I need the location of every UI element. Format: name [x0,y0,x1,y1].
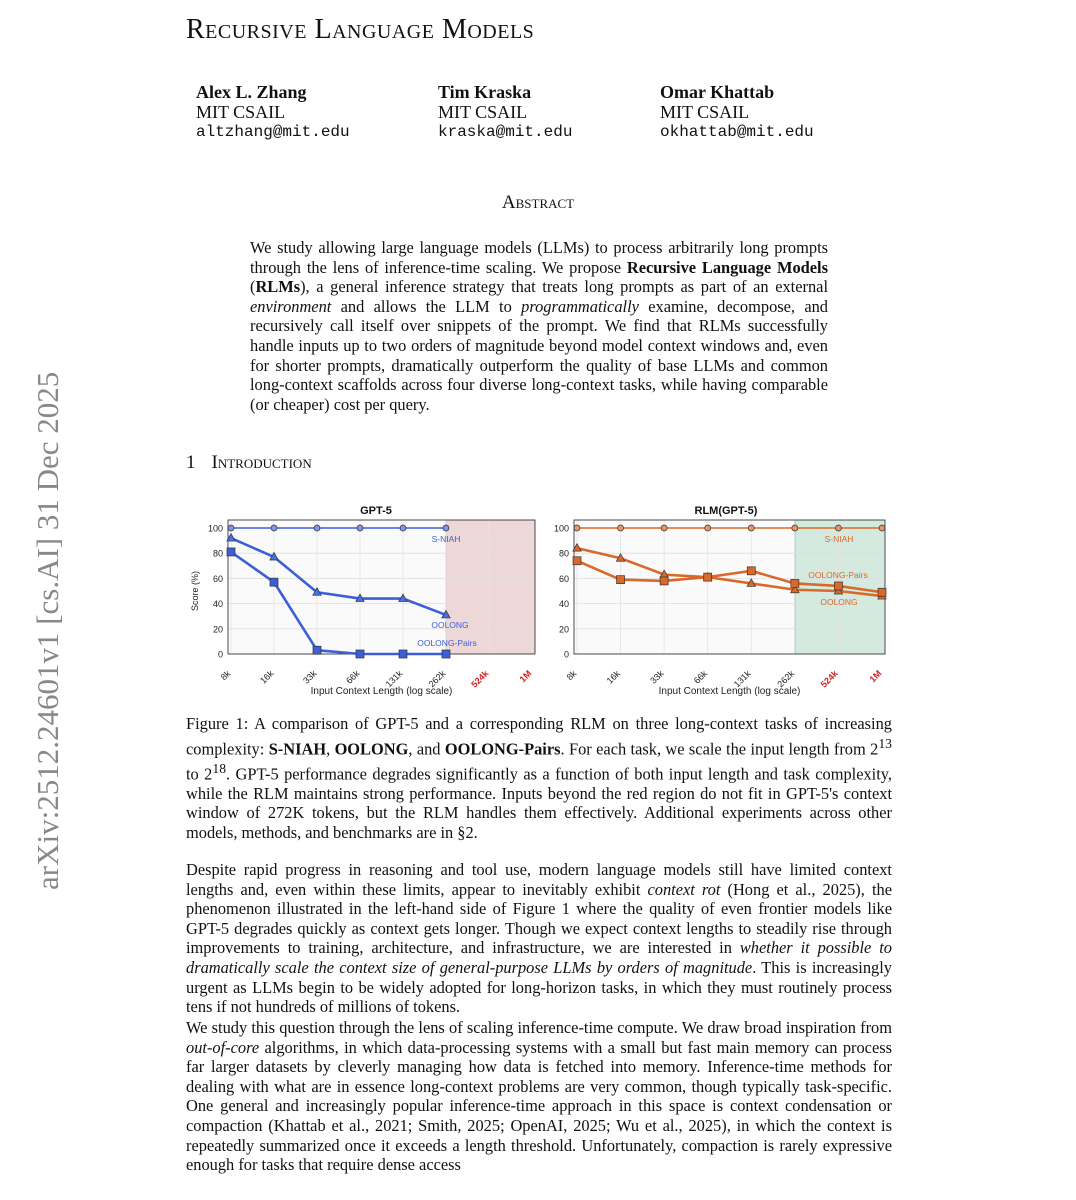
chart-panel-2 [554,505,886,697]
data-point [442,650,450,658]
data-point [705,525,711,531]
data-point [791,579,799,587]
x-tick-label: 8k [564,668,579,683]
series-label: OOLONG-Pairs [808,570,868,580]
x-axis-label: Input Context Length (log scale) [310,686,453,697]
y-tick-label: 60 [212,573,223,584]
data-point [834,582,842,590]
x-tick-label: 1M [517,668,534,685]
data-point [792,525,798,531]
data-point [617,576,625,584]
chart-title: RLM(GPT-5) [694,505,758,517]
author-affiliation: MIT CSAIL [438,102,528,122]
intro-paragraph-1: Despite rapid progress in reasoning and tool use, modern language models still have limited context lengths and, even within these limits, appear to inevitably exhibit context rot (Hong et al., 2025), the phenomenon illustrated in the left-hand side of Figure 1 where the quality of even frontier models like GPT-5 degrades quickly as context gets longer. Though we expect context lengths to steadily rise through improvements to training, architecture, and infrastructure, we are interested in whether it possible to dramatically scale the context size of general-purpose LLMs by orders of magnitude. This is increasingly urgent as LLMs begin to be widely adopted for long-horizon tasks, in which they must routinely process tens if not hundreds of millions of tokens. [186,860,892,1017]
author-block [196,82,350,142]
data-point [228,525,234,531]
data-point [313,646,321,654]
y-tick-label: 100 [553,523,569,534]
y-tick-label: 40 [212,599,223,610]
x-tick-label: 1M [867,668,884,685]
y-tick-label: 40 [558,599,569,610]
author-block [660,82,814,142]
series-label: S-NIAH [824,534,854,544]
data-point [270,578,278,586]
y-tick-label: 20 [558,624,569,635]
data-point [879,525,885,531]
series-label: S-NIAH [431,534,461,544]
author-affiliation: MIT CSAIL [196,102,286,122]
y-tick-label: 20 [212,624,223,635]
figure-caption: Figure 1: A comparison of GPT-5 and a corresponding RLM on three long-context tasks of increasing complexity: S-NIAH, OOLONG, and OOLONG-Pairs. For each task, we scale the input length from $2^{13}$ to $2^{18}$. GPT-5 performance degrades significantly as a function of both input length and task complexity, while the RLM maintains strong performance. Inputs beyond the red region do not fit in GPT-5's context window of 272K tokens, but the RLM handles them effectively. Additional experiments across other models, methods, and benchmarks are in §2. [186,714,893,842]
y-tick-label: 0 [563,649,569,660]
x-tick-label: 16k [604,668,622,686]
x-tick-label: 524k [818,668,840,690]
figure-1 [186,494,892,700]
author-affiliation: MIT CSAIL [660,102,750,122]
data-point [835,525,841,531]
data-point [356,650,364,658]
data-point [574,525,580,531]
data-point [443,525,449,531]
section-title: Introduction [211,452,312,473]
y-tick-label: 100 [207,523,223,534]
author-email[interactable]: okhattab@mit.edu [660,123,814,141]
x-tick-label: 131k [731,668,753,690]
data-point [400,525,406,531]
data-point [747,567,755,575]
author-email[interactable]: altzhang@mit.edu [196,123,350,141]
chart-title: GPT-5 [360,505,392,517]
y-axis-label: Score (%) [190,570,200,612]
abstract-heading: Abstract [501,192,575,213]
data-point [618,525,624,531]
x-tick-label: 66k [691,668,710,686]
x-tick-label: 33k [301,668,319,686]
y-tick-label: 60 [558,573,569,584]
chart-panel-1 [190,505,535,697]
data-point [661,525,667,531]
x-tick-label: 524k [469,668,491,690]
author-name: Alex L. Zhang [196,82,307,102]
data-point [573,557,581,565]
x-tick-label: 262k [775,668,797,690]
y-tick-label: 0 [217,649,223,660]
section-heading [186,452,312,474]
data-point [748,525,754,531]
author-email[interactable]: kraska@mit.edu [438,123,573,141]
x-tick-label: 262k [426,668,448,690]
author-name: Tim Kraska [438,82,532,102]
data-point [227,548,235,556]
series-label: OOLONG-Pairs [417,638,477,648]
y-tick-label: 80 [212,548,223,559]
author-name: Omar Khattab [660,82,775,102]
data-point [399,650,407,658]
abstract-text: We study allowing large language models (LLMs) to process arbitrarily long prompts through the lens of inference-time scaling. We propose Recursive Language Models (RLMs), a general inference strategy that treats long prompts as part of an external environment and allows the LLM to programmatically examine, decompose, and recursively call itself over snippets of the prompt. We find that RLMs successfully handle inputs up to two orders of magnitude beyond model context windows and, even for shorter prompts, dramatically outperform the quality of base LLMs and common long-context scaffolds across four diverse long-context tasks, while having comparable (or cheaper) cost per query. [250,238,829,414]
data-point [314,525,320,531]
series-label: OOLONG [820,597,858,607]
x-tick-label: 8k [218,668,233,683]
paper-title: Recursive Language Models [186,14,535,45]
author-block [438,82,572,142]
x-tick-label: 33k [648,668,666,686]
y-tick-label: 80 [558,548,569,559]
x-axis-label: Input Context Length (log scale) [658,686,801,697]
data-point [660,577,668,585]
x-tick-label: 66k [344,668,362,686]
x-tick-label: 16k [258,668,276,686]
data-point [878,588,886,596]
arxiv-stamp[interactable]: arXiv:2512.24601v1 [cs.AI] 31 Dec 2025 [30,371,65,890]
intro-paragraph-2: We study this question through the lens of scaling inference-time compute. We draw broad inspiration from out-of-core algorithms, in which data-processing systems with a small but fast main memory can process far larger datasets by cleverly managing how data is fetched into memory. Inference-time methods for dealing with what are in essence long-context problems are very common, though typically task-specific. One general and increasingly popular inference-time approach in this space is context condensation or compaction (Khattab et al., 2021; Smith, 2025; OpenAI, 2025; Wu et al., 2025), in which the context is repeatedly summarized once it exceeds a length threshold. Unfortunately, compaction is rarely expressive enough for tasks that require dense access [186,1018,892,1175]
data-point [357,525,363,531]
data-point [271,525,277,531]
x-tick-label: 131k [383,668,405,690]
data-point [704,573,712,581]
series-label: OOLONG [431,620,469,630]
section-number: 1 [186,452,196,473]
